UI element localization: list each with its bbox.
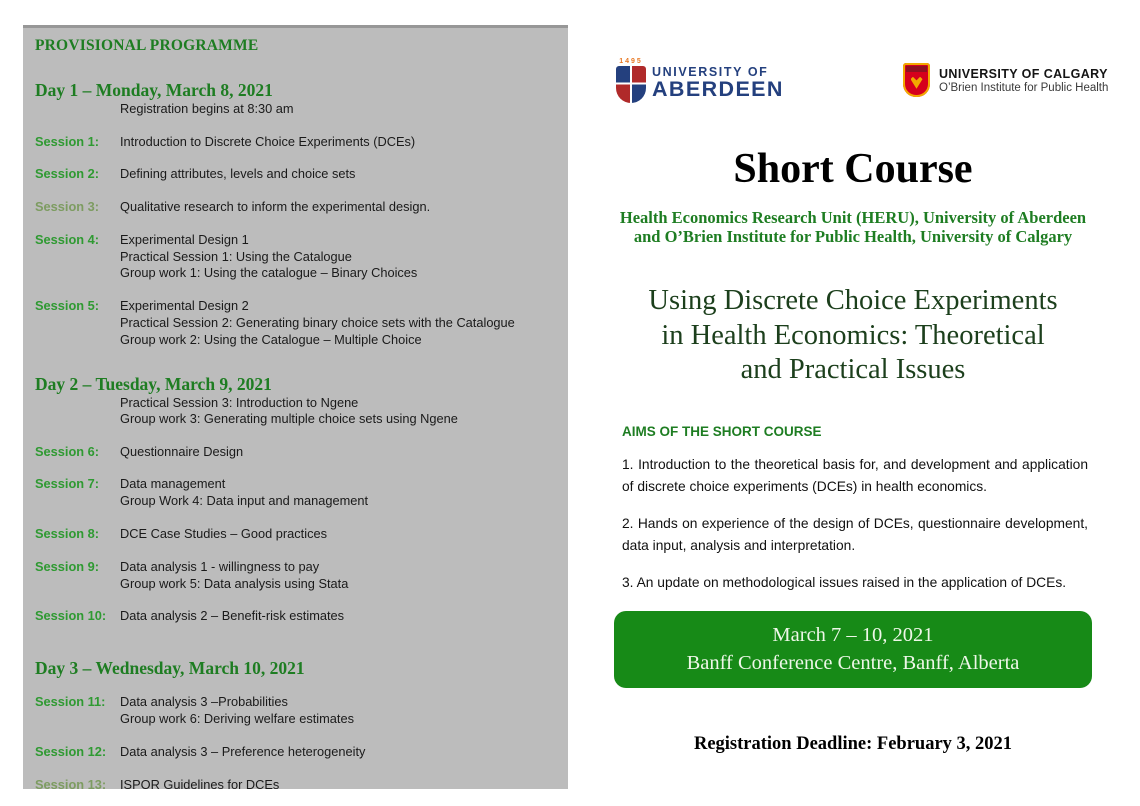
session-row (35, 232, 554, 282)
aim-paragraph-2: 2. Hands on experience of the design of DCEs, questionnaire development, data input, analysis and interpretation. (622, 515, 1088, 553)
session-line: Group work 2: Using the Catalogue – Multiple Choice (120, 331, 422, 347)
session-line: ISPOR Guidelines for DCEs (120, 776, 280, 792)
registration-deadline: Registration Deadline: February 3, 2021 (693, 734, 1013, 754)
aberdeen-line1: UNIVERSITY OF (652, 65, 769, 79)
session-desc (120, 744, 554, 761)
session-desc (120, 444, 554, 461)
session-line: Data management (120, 476, 226, 492)
course-title-line3: and Practical Issues (740, 354, 966, 385)
calgary-line1: UNIVERSITY OF CALGARY (939, 66, 1108, 81)
aim-paragraph-3: 3. An update on methodological issues raised in the application of DCEs. (622, 574, 1067, 590)
session-label: Session 10: (35, 608, 107, 624)
session-label: Session 4: (35, 231, 100, 247)
session-desc (120, 199, 554, 216)
session-label: Session 3: (35, 199, 100, 215)
session-label: Session 9: (35, 558, 100, 574)
session-line: Group Work 4: Data input and management (120, 493, 369, 509)
session-row (35, 476, 554, 510)
session-line: Experimental Design 1 (120, 231, 249, 247)
session-row (35, 608, 554, 625)
session-desc (120, 232, 554, 282)
course-title-line1: Using Discrete Choice Experiments (648, 285, 1058, 316)
organisers (596, 208, 1110, 246)
aim-paragraph-1: 1. Introduction to the theoretical basis for, and development and application of discrete choice experiments (DCEs) in health economics. (622, 456, 1088, 494)
programme-title: PROVISIONAL PROGRAMME (35, 37, 259, 54)
day-block (35, 658, 554, 793)
session-line: Data analysis 2 – Benefit-risk estimates (120, 608, 345, 624)
session-line: Defining attributes, levels and choice sets (120, 166, 356, 182)
session-row (35, 298, 554, 348)
day-heading: Day 1 – Monday, March 8, 2021 (35, 80, 273, 100)
session-row (35, 199, 554, 216)
session-line: Experimental Design 2 (120, 298, 249, 314)
date-location-banner (614, 611, 1092, 688)
aberdeen-crest-icon (616, 58, 646, 103)
aims-heading: AIMS OF THE SHORT COURSE (622, 423, 822, 439)
session-row (35, 526, 554, 543)
session-row (35, 134, 554, 151)
session-row (35, 777, 554, 794)
aberdeen-shield-icon (616, 66, 646, 103)
session-label: Session 6: (35, 443, 100, 459)
calgary-wordmark (939, 67, 1108, 94)
aberdeen-line2: ABERDEEN (652, 77, 784, 101)
session-row (35, 166, 554, 183)
day-intro-line: Practical Session 3: Introduction to Ngene (120, 394, 359, 410)
session-line: Data analysis 3 –Probabilities (120, 694, 288, 710)
right-column (596, 0, 1110, 806)
day-block (35, 80, 554, 349)
session-line: Data analysis 3 – Preference heterogeneity (120, 743, 366, 759)
session-desc (120, 298, 554, 348)
session-line: Practical Session 2: Generating binary choice sets with the Catalogue (120, 315, 515, 331)
session-row (35, 694, 554, 728)
session-label: Session 8: (35, 526, 100, 542)
session-desc (120, 134, 554, 151)
session-row (35, 744, 554, 761)
aberdeen-year: 1495 (619, 58, 643, 65)
programme-panel (23, 25, 568, 792)
session-line: Group work 1: Using the catalogue – Binary Choices (120, 265, 418, 281)
session-line: Qualitative research to inform the experimental design. (120, 199, 431, 215)
session-label: Session 11: (35, 694, 106, 710)
calgary-crest-icon (903, 63, 930, 97)
day-block (35, 374, 554, 626)
session-label: Session 12: (35, 743, 107, 759)
session-row (35, 444, 554, 461)
organiser-line1: Health Economics Research Unit (HERU), University of Aberdeen (619, 208, 1087, 227)
programme-days (35, 80, 554, 793)
session-label: Session 7: (35, 476, 100, 492)
session-line: Introduction to Discrete Choice Experiments (DCEs) (120, 133, 416, 149)
session-desc (120, 559, 554, 593)
aberdeen-wordmark (652, 65, 784, 103)
banner-date: March 7 – 10, 2021 (772, 624, 934, 646)
course-title (596, 284, 1110, 388)
session-desc (120, 777, 554, 794)
calgary-logo (903, 63, 1108, 97)
day-heading: Day 2 – Tuesday, March 9, 2021 (35, 373, 272, 394)
session-desc (120, 526, 554, 543)
organiser-line2: and O’Brien Institute for Public Health, University of Calgary (633, 227, 1073, 246)
session-label: Session 13: (35, 776, 107, 792)
session-desc (120, 476, 554, 510)
logos-row (596, 0, 1110, 120)
day-heading: Day 3 – Wednesday, March 10, 2021 (35, 658, 305, 679)
session-line: DCE Case Studies – Good practices (120, 526, 327, 542)
session-row (35, 559, 554, 593)
session-line: Data analysis 1 - willingness to pay (120, 558, 320, 574)
banner-location: Banff Conference Centre, Banff, Alberta (686, 651, 1020, 674)
session-desc (120, 608, 554, 625)
session-label: Session 2: (35, 166, 100, 182)
session-desc (120, 166, 554, 183)
session-line: Group work 5: Data analysis using Stata (120, 575, 349, 591)
day-intro-line: Group work 3: Generating multiple choice sets using Ngene (120, 411, 458, 427)
session-label: Session 1: (35, 133, 100, 149)
course-title-line2: in Health Economics: Theoretical (661, 319, 1045, 351)
session-label: Session 5: (35, 298, 100, 314)
session-line: Questionnaire Design (120, 443, 244, 459)
session-line: Practical Session 1: Using the Catalogue (120, 248, 352, 264)
session-line: Group work 6: Deriving welfare estimates (120, 711, 354, 727)
calgary-line2: O’Brien Institute for Public Health (939, 81, 1109, 94)
session-desc (120, 694, 554, 728)
day-intro-line: Registration begins at 8:30 am (120, 101, 294, 116)
aberdeen-logo (616, 58, 784, 103)
page-title: Short Course (733, 146, 973, 192)
